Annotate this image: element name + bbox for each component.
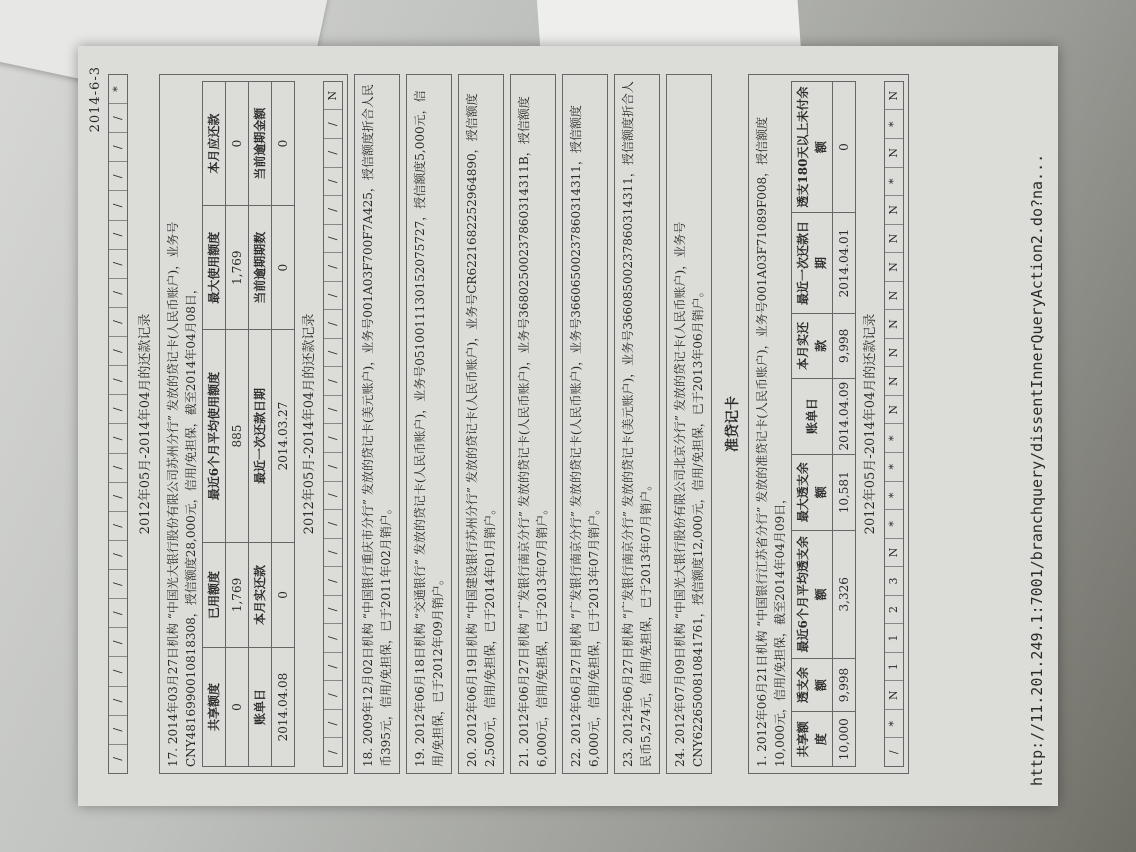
payment-strip [884, 81, 904, 767]
record-22: 22. 2012年06月27日机构 “广发银行南京分行” 发放的贷记卡(人民币账户)，业务号36606500237860314311，授信额度6,000元，信用/免担保，已于2013年07月销户。 [562, 74, 608, 774]
strip-cell: N [885, 366, 903, 395]
table-cell: 0 [226, 648, 249, 767]
table-row [226, 82, 249, 767]
strip-cell: / [324, 623, 342, 652]
table-header: 最大透支余额 [792, 454, 833, 531]
history-caption: 2012年05月-2014年04月的还款记录 [863, 313, 878, 535]
strip-cell: / [109, 132, 127, 161]
strip-cell: N [885, 309, 903, 338]
table-cell: 885 [226, 330, 249, 543]
table-header: 账单日 [249, 648, 272, 767]
table-header: 已用额度 [203, 542, 226, 647]
strip-cell: * [885, 167, 903, 196]
record-21: 21. 2012年06月27日机构 “广发银行南京分行” 发放的贷记卡(人民币账户)，业务号36802500237860314311B，授信额度6,000元，信用/免担保，已于2013年07月销户。 [510, 74, 556, 774]
table-cell: 0 [272, 542, 295, 647]
strip-cell: * [885, 509, 903, 538]
history-caption: 2012年05月-2014年04月的还款记录 [138, 313, 153, 535]
table-cell: 0 [833, 82, 856, 213]
strip-cell: / [324, 595, 342, 624]
payment-strip [108, 74, 128, 774]
strip-cell: / [324, 566, 342, 595]
table-row [203, 82, 226, 767]
strip-cell: N [885, 281, 903, 310]
table-cell: 9,998 [833, 313, 856, 378]
table-row [833, 82, 856, 767]
table-header: 最近6个月平均使用额度 [203, 330, 226, 543]
record-17-table [202, 81, 295, 767]
strip-cell: / [109, 715, 127, 744]
strip-cell: * [111, 86, 124, 92]
strip-cell: / [324, 224, 342, 253]
strip-cell: N [887, 90, 900, 101]
table-row [249, 82, 272, 767]
report-date: 2014-6-3 [88, 66, 103, 133]
strip-cell: / [324, 252, 342, 281]
table-cell: 2014.03.27 [272, 330, 295, 543]
strip-cell: / [109, 307, 127, 336]
strip-cell: / [109, 598, 127, 627]
strip-cell: N [885, 538, 903, 567]
section-title: 准贷记卡 [725, 396, 741, 452]
table-header: 透支180天以上未付余额 [792, 82, 833, 213]
record-24: 24. 2012年07月09日机构 “中国光大银行股份有限公司北京分行” 发放的贷记卡(人民币账户)，业务号CNY6226500810841761，授信额度12,000元，信用/免担保，已于2013年06月销户。 [666, 74, 712, 774]
strip-cell: 1 [885, 652, 903, 681]
strip-cell: N [885, 224, 903, 253]
strip-cell: / [324, 652, 342, 681]
table-cell: 10,000 [833, 712, 856, 767]
table-header: 共享额度 [792, 712, 833, 767]
table-cell: 0 [272, 82, 295, 206]
strip-cell: N [326, 90, 339, 101]
strip-cell: / [324, 195, 342, 224]
strip-cell: / [324, 167, 342, 196]
strip-cell: / [109, 161, 127, 190]
strip-cell: * [885, 709, 903, 738]
strip-cell: / [324, 481, 342, 510]
table-header: 最近6个月平均透支余额 [792, 531, 833, 659]
strip-cell: 2 [885, 595, 903, 624]
table-cell: 0 [272, 206, 295, 330]
strip-cell: / [109, 511, 127, 540]
table-cell: 2014.04.09 [833, 378, 856, 454]
table-header: 本月实还款 [249, 542, 272, 647]
strip-cell: N [885, 195, 903, 224]
table-header: 当前逾期金额 [249, 82, 272, 206]
strip-cell: / [324, 538, 342, 567]
strip-cell: / [324, 709, 342, 738]
table-header: 本月应还款 [203, 82, 226, 206]
strip-cell: / [109, 686, 127, 715]
strip-cell: / [109, 744, 127, 773]
strip-cell: / [324, 509, 342, 538]
quasi-credit-text: 1. 2012年06月21日机构 “中国银行江苏省分行” 发放的准贷记卡(人民币账户)，业务号001A03F71089F008，授信额度10,000元，信用/免担保，截至2014年04月09日， [755, 116, 787, 767]
table-cell: 3,326 [833, 531, 856, 659]
table-header: 透支余额 [792, 658, 833, 712]
table-header: 最近一次还款日期 [792, 213, 833, 314]
strip-cell: / [109, 103, 127, 132]
table-row [272, 82, 295, 767]
page-url: http://11.201.249.1:7001/branchquery/dissentInnerQueryAction2.do?na... [1028, 153, 1046, 786]
strip-cell: * [885, 481, 903, 510]
strip-cell: / [324, 366, 342, 395]
strip-cell: / [109, 191, 127, 220]
strip-cell: * [885, 423, 903, 452]
strip-cell: 1 [885, 623, 903, 652]
strip-cell: 3 [885, 566, 903, 595]
strip-cell: N [885, 252, 903, 281]
record-20: 20. 2012年06月19日机构 “中国建设银行苏州分行” 发放的贷记卡(人民币账户)，业务号CR6221682252964890，授信额度2,500元，信用/免担保，已于2014年01月销户。 [458, 74, 504, 774]
table-row [792, 82, 833, 767]
record-17 [159, 74, 348, 774]
history-caption: 2012年05月-2014年04月的还款记录 [302, 313, 317, 535]
strip-cell: * [885, 109, 903, 138]
record-18: 18. 2009年12月02日机构 “中国银行重庆市分行” 发放的贷记卡(美元账户)，业务号001A03F700F7A425，授信额度折合人民币395元，信用/免担保，已于2011年02月销户。 [354, 74, 400, 774]
strip-cell: / [324, 737, 342, 766]
strip-cell: N [885, 338, 903, 367]
payment-strip [323, 81, 343, 767]
table-cell: 1,769 [226, 542, 249, 647]
table-cell: 2014.04.01 [833, 213, 856, 314]
strip-cell: N [885, 138, 903, 167]
table-header: 本月实还款 [792, 313, 833, 378]
strip-cell: / [324, 338, 342, 367]
strip-cell: / [324, 423, 342, 452]
strip-cell: / [109, 657, 127, 686]
strip-cell: / [324, 309, 342, 338]
table-cell: 1,769 [226, 206, 249, 330]
strip-cell: * [885, 452, 903, 481]
table-header: 账单日 [792, 378, 833, 454]
strip-cell: / [109, 569, 127, 598]
strip-cell: / [109, 278, 127, 307]
strip-cell: / [109, 394, 127, 423]
strip-cell: / [109, 249, 127, 278]
strip-cell: / [109, 365, 127, 394]
strip-cell: / [324, 138, 342, 167]
record-19: 19. 2012年06月18日机构 “交通银行” 发放的贷记卡(人民币账户)，业务号0510011130152075727，授信额度5,000元，信用/免担保，已于2012年09月销户。 [406, 74, 452, 774]
strip-cell: / [324, 452, 342, 481]
strip-cell: N [885, 395, 903, 424]
report-content [108, 74, 915, 774]
strip-cell: / [109, 453, 127, 482]
table-cell: 10,581 [833, 454, 856, 531]
record-17-text: 17. 2014年03月27日机构 “中国光大银行股份有限公司苏州分行” 发放的贷记卡(人民币账户)，业务号CNY4816990010818308，授信额度28,000元，信用/免担保，截至2014年04月08日， [166, 221, 198, 767]
quasi-credit-record [748, 74, 909, 774]
strip-cell: / [109, 482, 127, 511]
strip-cell: / [109, 627, 127, 656]
table-cell: 0 [226, 82, 249, 206]
quasi-credit-table [791, 81, 856, 767]
strip-cell: / [109, 424, 127, 453]
table-header: 最近一次还款日期 [249, 330, 272, 543]
strip-cell: / [109, 540, 127, 569]
strip-cell: / [324, 109, 342, 138]
strip-cell: / [109, 220, 127, 249]
credit-report-page [78, 46, 1058, 806]
table-cell: 2014.04.08 [272, 648, 295, 767]
strip-cell: / [324, 680, 342, 709]
table-header: 当前逾期期数 [249, 206, 272, 330]
table-header: 共享额度 [203, 648, 226, 767]
strip-cell: / [885, 737, 903, 766]
strip-cell: / [324, 395, 342, 424]
record-23: 23. 2012年06月27日机构 “广发银行南京分行” 发放的贷记卡(美元账户)，业务号36608500237860314311，授信额度折合人民币5,274元，信用/免担保，已于2013年07月销户。 [614, 74, 660, 774]
strip-cell: N [885, 680, 903, 709]
table-cell: 9,998 [833, 658, 856, 712]
strip-cell: / [324, 281, 342, 310]
strip-cell: / [109, 336, 127, 365]
table-header: 最大使用额度 [203, 206, 226, 330]
